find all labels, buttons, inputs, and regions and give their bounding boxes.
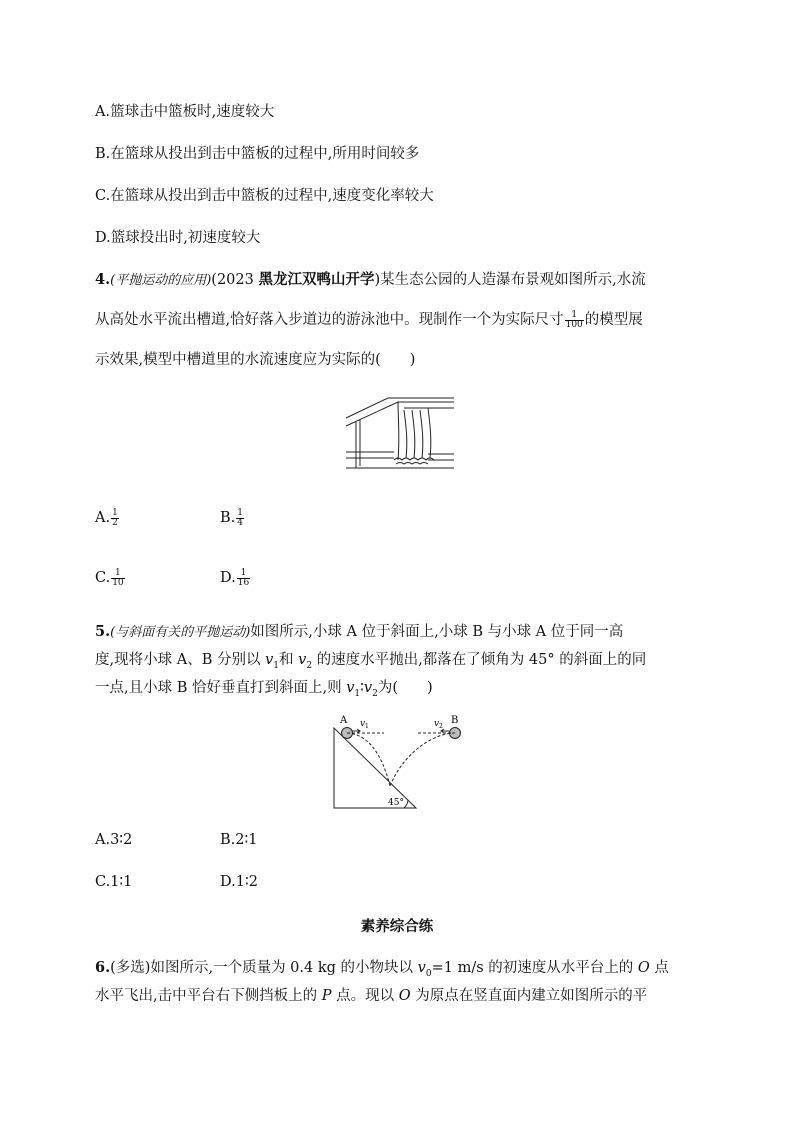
q4-source: (2023 (211, 272, 259, 288)
q5-line1-text: 如图所示,小球 A 位于斜面上,小球 B 与小球 A 位于同一高 (250, 624, 624, 640)
fraction-denominator: 4 (237, 517, 243, 528)
q4-line-1 (95, 270, 646, 291)
q4-option-d (220, 568, 251, 588)
q6-line1-c: 点 (649, 960, 669, 976)
q3-option-a: A.篮球击中篮板时,速度较大 (95, 104, 275, 120)
q4-line2-text: 从高处水平流出槽道,恰好落入步道边的游泳池中。现制作一个为实际尺寸 (95, 312, 564, 328)
v2-symbol: v (298, 652, 307, 668)
option-prefix: D. (220, 570, 236, 586)
v1-symbol: v (265, 652, 274, 668)
q6-line1-a: 如图所示,一个质量为 0.4 kg 的小物块以 (150, 960, 418, 976)
section-title: 素养综合练 (360, 919, 434, 935)
ratio-v2-subscript: 2 (372, 688, 378, 699)
q5-line-2 (95, 650, 646, 676)
q5-line3-b: 为( ) (377, 680, 433, 696)
fraction-numerator: 1 (111, 569, 124, 579)
fraction-numerator: 1 (565, 311, 584, 321)
q5-line-1 (95, 622, 623, 643)
q4-option-a (95, 508, 120, 528)
ratio-v1-symbol: v (346, 680, 355, 696)
v1-label-sub: 1 (365, 723, 369, 730)
q5-option-c: C.1∶1 (95, 874, 133, 890)
fraction-numerator: 1 (112, 507, 118, 518)
ratio-v1-subscript: 1 (354, 688, 361, 699)
q4-number: 4. (95, 271, 111, 288)
fraction-denominator: 16 (237, 577, 250, 588)
v1-label: v (360, 719, 366, 729)
q4-option-c (95, 568, 126, 588)
fraction-denominator: 100 (565, 319, 583, 330)
option-fraction (111, 569, 124, 588)
incline-figure (330, 712, 470, 812)
q5-line2-a: 度,现将小球 A、B 分别以 (95, 652, 266, 668)
point-o: O (637, 960, 650, 976)
point-p: P (321, 988, 332, 1004)
q6-line2-a: 水平飞出,击中平台右下侧挡板上的 (95, 988, 322, 1004)
q6-line-1 (95, 958, 669, 984)
option-prefix: C. (95, 570, 111, 586)
ratio-separator: ∶ (360, 680, 364, 696)
waterfall-figure (344, 388, 456, 472)
fraction-numerator: 1 (237, 507, 243, 518)
option-prefix: A. (95, 510, 111, 526)
v2-subscript: 2 (306, 660, 313, 671)
v2-label: v (434, 719, 440, 729)
option-fraction (237, 569, 250, 588)
q5-line3-a: 一点,且小球 B 恰好垂直打到斜面上,则 (95, 680, 347, 696)
q6-line2-b: 点。现以 (331, 988, 399, 1004)
q6-line1-b: =1 m/s 的初速度从水平台上的 (431, 960, 638, 976)
q4-line2-tail: 的模型展 (584, 312, 643, 328)
q5-option-b: B.2∶1 (220, 832, 258, 848)
v1-subscript: 1 (273, 660, 280, 671)
q4-scale-fraction (565, 311, 584, 330)
q4-option-b (220, 508, 245, 528)
q5-number: 5. (95, 623, 111, 640)
q6-tag: (多选) (110, 960, 151, 976)
q3-option-b: B.在篮球从投出到击中篮板的过程中,所用时间较多 (95, 146, 420, 162)
origin-o: O (398, 988, 411, 1004)
q5-line-3 (95, 678, 433, 704)
q3-option-c: C.在篮球从投出到击中篮板的过程中,速度变化率较大 (95, 188, 434, 204)
q4-line-2 (95, 310, 643, 330)
q5-tag: (与斜面有关的平抛运动) (110, 625, 251, 640)
ball-b-label: B (451, 715, 459, 726)
ratio-v2-symbol: v (363, 680, 373, 696)
option-fraction (236, 509, 244, 528)
angle-label: 45° (388, 798, 404, 808)
option-fraction (111, 509, 119, 528)
q4-line1-rest: )某生态公园的人造瀑布景观如图所示,水流 (374, 272, 646, 288)
fraction-denominator: 2 (112, 517, 118, 528)
q4-line-3: 示效果,模型中槽道里的水流速度应为实际的( ) (95, 352, 416, 368)
q6-line-2 (95, 986, 647, 1006)
v0-subscript: 0 (425, 968, 432, 979)
q5-option-a: A.3∶2 (95, 832, 133, 848)
fraction-denominator: 10 (112, 577, 124, 588)
option-prefix: B. (220, 510, 236, 526)
v0-symbol: v (417, 960, 426, 976)
q4-source-bold: 黑龙江双鸭山开学 (258, 271, 375, 288)
v2-label-sub: 2 (439, 723, 443, 730)
fraction-numerator: 1 (237, 569, 250, 579)
q5-option-d: D.1∶2 (220, 874, 258, 890)
q5-line2-c: 的速度水平抛出,都落在了倾角为 45° 的斜面上的同 (312, 652, 647, 668)
q3-option-d: D.篮球投出时,初速度较大 (95, 230, 261, 246)
ball-a-label: A (340, 715, 348, 726)
q4-tag: (平抛运动的应用) (110, 273, 212, 288)
q6-line2-c: 为原点在竖直面内建立如图所示的平 (410, 988, 648, 1004)
q5-line2-b: 和 (279, 652, 299, 668)
q6-number: 6. (95, 959, 111, 976)
